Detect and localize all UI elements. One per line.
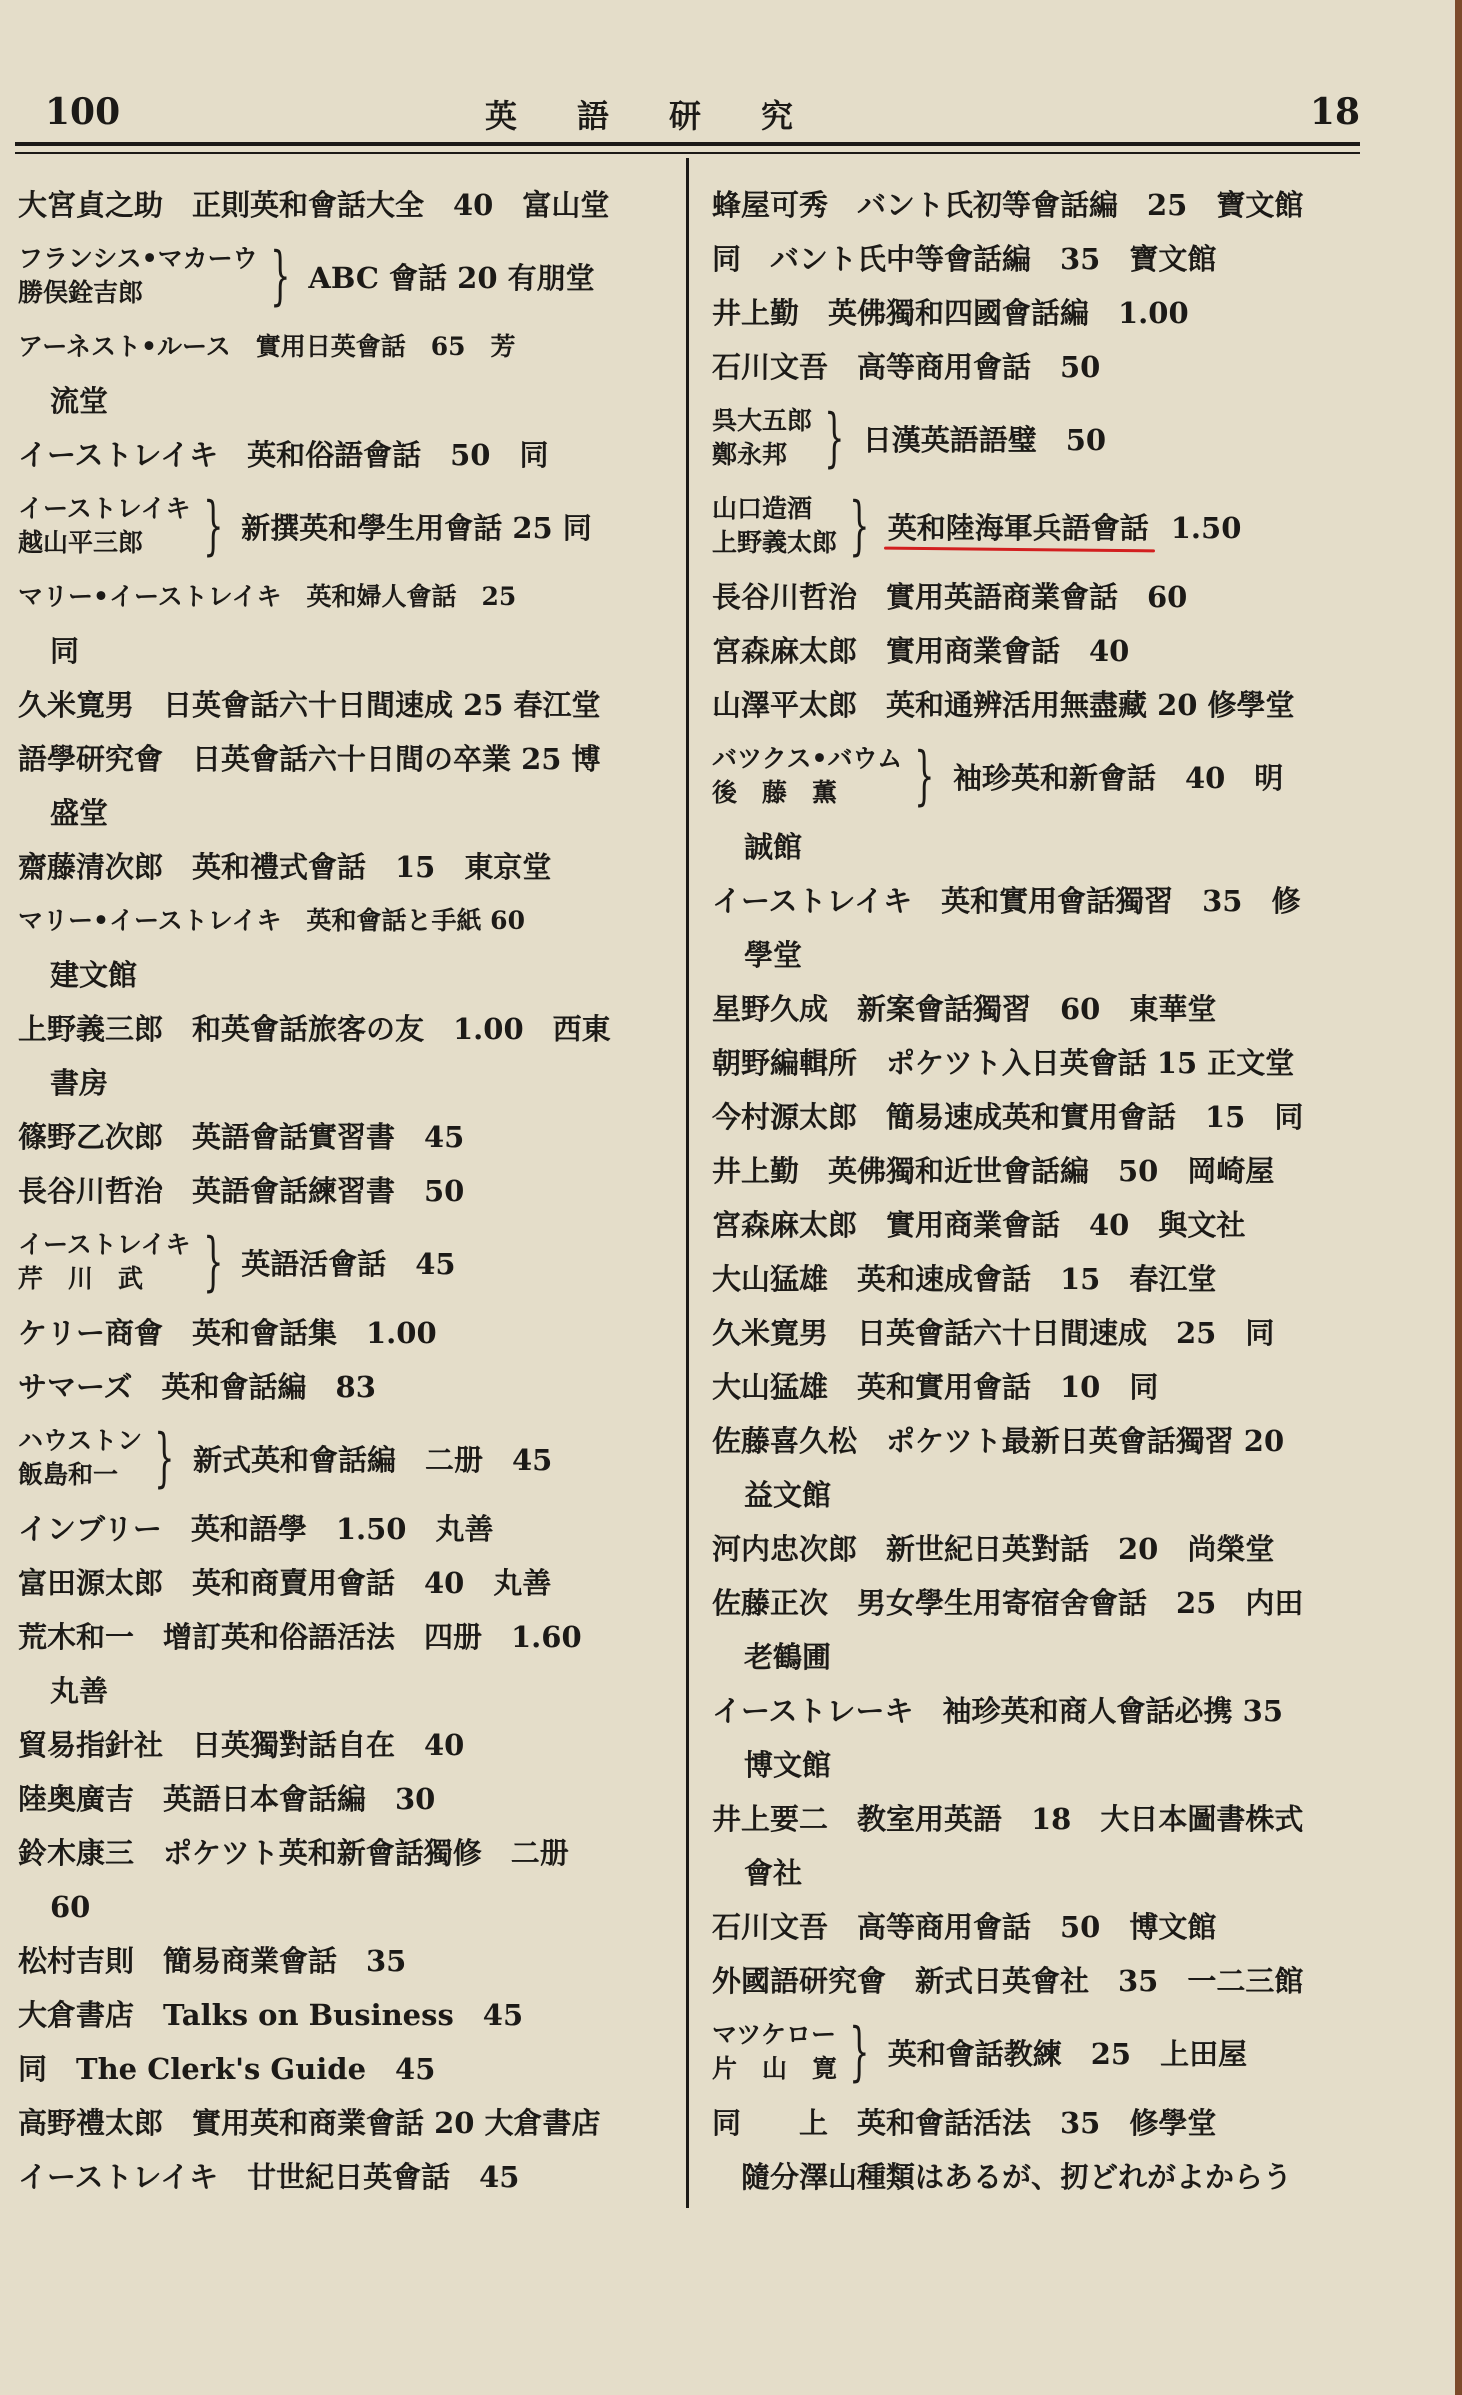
bibliography-entry: ケリー商會 英和會話集 1.00 (18, 1316, 437, 1350)
bibliography-entry: 貿易指針社 日英獨對話自在 40 (18, 1728, 465, 1762)
entry-continuation: 盛堂 (50, 796, 109, 830)
bibliography-entry: マリー•イーストレイキ 英和婦人會話 25 (18, 582, 517, 611)
author-name: 鄭永邦 (712, 440, 788, 469)
bibliography-entry (712, 732, 1362, 820)
bibliography-entry: 佐藤喜久松 ポケツト最新日英會話獨習 20 (712, 1424, 1285, 1458)
book-edge (1455, 0, 1462, 2395)
brace-mark: } (914, 739, 935, 813)
author-group (18, 1424, 142, 1492)
left-column (18, 178, 673, 2204)
bibliography-entry: 宮森麻太郎 實用商業會話 40 與文社 (712, 1208, 1246, 1242)
entry-continuation: 同 (50, 634, 80, 668)
author-group (712, 492, 837, 560)
entry-title-price: 英語活會話 45 (241, 1246, 456, 1281)
right-column (712, 178, 1362, 2204)
bibliography-entry: 井上勤 英佛獨和近世會話編 50 岡崎屋 (712, 1154, 1275, 1188)
entry-title-price: 袖珍英和新會話 40 明 (952, 760, 1284, 795)
author-name: バツクス•バウム (712, 744, 903, 773)
bibliography-entry (18, 1414, 673, 1502)
red-underlined-title: 英和陸海軍兵語會話 (887, 510, 1149, 545)
author-name: 後 藤 薫 (712, 778, 838, 807)
entry-title-price: 新式英和會話編 二册 45 (192, 1442, 553, 1477)
bibliography-entry: 山澤平太郎 英和通辨活用無盡藏 20 修學堂 (712, 688, 1295, 722)
entry-continuation: 誠館 (744, 830, 803, 864)
author-name: 芹 川 武 (18, 1264, 144, 1293)
brace-mark: } (849, 489, 870, 563)
bibliography-entry: 富田源太郎 英和商賣用會話 40 丸善 (18, 1566, 552, 1600)
bibliography-entry: 鈴木康三 ポケツト英和新會話獨修 二册 (18, 1836, 569, 1870)
bibliography-entry: 外國語研究會 新式日英會社 35 一二三館 (712, 1964, 1304, 1998)
bibliography-entry: 同 バント氏中等會話編 35 寶文館 (712, 242, 1217, 276)
entry-continuation: 書房 (50, 1066, 109, 1100)
author-name: 越山平三郎 (18, 528, 144, 557)
entry-continuation: 博文館 (744, 1748, 832, 1782)
entry-continuation: 益文館 (744, 1478, 832, 1512)
author-group (712, 2018, 837, 2086)
bibliography-entry: マリー•イーストレイキ 英和會話と手紙 60 (18, 906, 525, 935)
entry-continuation: 流堂 (50, 384, 109, 418)
author-group (18, 1228, 191, 1296)
bibliography-entry: 久米寛男 日英會話六十日間速成 25 同 (712, 1316, 1275, 1350)
bibliography-entry: 井上勤 英佛獨和四國會話編 1.00 (712, 296, 1189, 330)
entry-continuation: 丸善 (50, 1674, 109, 1708)
entry-continuation: 60 (50, 1890, 91, 1924)
author-name: 飯島和一 (18, 1460, 119, 1489)
entry-title-price: 英和會話教練 25 上田屋 (887, 2036, 1248, 2071)
bibliography-entry: 篠野乙次郎 英語會話實習書 45 (18, 1120, 465, 1154)
bibliography-entry (712, 482, 1362, 570)
bibliography-entry (712, 2008, 1362, 2096)
brace-mark: } (269, 239, 291, 313)
entry-title-price: 新撰英和學生用會話 25 同 (241, 510, 592, 545)
author-name: イーストレイキ (18, 1230, 191, 1259)
bibliography-entry: 石川文吾 高等商用會話 50 (712, 350, 1101, 384)
bibliography-entry: 齋藤清次郎 英和禮式會話 15 東京堂 (18, 850, 552, 884)
brace-mark: } (154, 1421, 175, 1495)
author-group (712, 404, 812, 472)
bibliography-entry: 松村吉則 簡易商業會話 35 (18, 1944, 407, 1978)
author-name: 上野義太郎 (712, 528, 838, 557)
bibliography-entry: 久米寛男 日英會話六十日間速成 25 春江堂 (18, 688, 601, 722)
header-rule-thin (15, 152, 1360, 154)
page-number-left: 100 (45, 91, 121, 133)
bibliography-entry: 大宮貞之助 正則英和會話大全 40 富山堂 (18, 188, 610, 222)
bibliography-entry: 同 上 英和會話活法 35 修學堂 (712, 2106, 1217, 2140)
author-name: 片 山 寛 (712, 2054, 838, 2083)
author-name: 山口造酒 (712, 494, 813, 523)
bibliography-entry: 語學研究會 日英會話六十日間の卒業 25 博 (18, 742, 601, 776)
author-name: イーストレイキ (18, 494, 191, 523)
bibliography-entry: 高野禮太郎 實用英和商業會話 20 大倉書店 (18, 2106, 601, 2140)
journal-title: 英語研究 (485, 97, 854, 135)
author-group (18, 242, 258, 310)
author-name: ハウストン (18, 1426, 143, 1455)
bibliography-entry (18, 482, 673, 570)
entry-continuation: 學堂 (744, 938, 803, 972)
bibliography-entry: イーストレイキ 英和實用會話獨習 35 修 (712, 884, 1301, 918)
running-header (15, 85, 1360, 135)
author-name: フランシス•マカーウ (18, 244, 258, 273)
author-name: 勝俣銓吉郎 (18, 278, 144, 307)
bibliography-entry: 宮森麻太郎 實用商業會話 40 (712, 634, 1130, 668)
author-group (18, 492, 191, 560)
column-divider (686, 158, 689, 2208)
bibliography-entry: サマーズ 英和會話編 83 (18, 1370, 376, 1404)
bibliography-entry: 大山猛雄 英和速成會話 15 春江堂 (712, 1262, 1217, 1296)
bibliography-entry: 大倉書店 Talks on Business 45 (18, 1998, 524, 2032)
bibliography-entry: 上野義三郎 和英會話旅客の友 1.00 西東 (18, 1012, 611, 1046)
brace-mark: } (202, 489, 224, 563)
header-rule-thick (15, 142, 1360, 146)
bibliography-entry (18, 1218, 673, 1306)
author-name: マツケロー (712, 2020, 837, 2049)
bibliography-entry: 朝野編輯所 ポケツト入日英會話 15 正文堂 (712, 1046, 1295, 1080)
bibliography-entry: イーストレイキ 英和俗語會話 50 同 (18, 438, 549, 472)
bibliography-entry: イーストレイキ 廿世紀日英會話 45 (18, 2160, 520, 2194)
bibliography-entry: 荒木和一 增訂英和俗語活法 四册 1.60 (18, 1620, 582, 1654)
bibliography-entry (712, 394, 1362, 482)
bibliography-entry: インブリー 英和語學 1.50 丸善 (18, 1512, 494, 1546)
bibliography-entry: 長谷川哲治 實用英語商業會話 60 (712, 580, 1188, 614)
entry-continuation: 老鶴圃 (744, 1640, 832, 1674)
entry-title-price: ABC 會話 20 有朋堂 (308, 260, 595, 295)
bibliography-entry: アーネスト•ルース 實用日英會話 65 芳 (18, 332, 516, 361)
bibliography-entry: 石川文吾 高等商用會話 50 博文館 (712, 1910, 1217, 1944)
bibliography-entry: 長谷川哲治 英語會話練習書 50 (18, 1174, 465, 1208)
brace-mark: } (824, 401, 845, 475)
entry-price: 1.50 (1170, 510, 1242, 545)
bibliography-entry: 河内忠次郎 新世紀日英對話 20 尚榮堂 (712, 1532, 1275, 1566)
entry-title-price (888, 506, 1242, 547)
brace-mark: } (849, 2015, 870, 2089)
bibliography-entry: 井上要二 教室用英語 18 大日本圖書株式 (712, 1802, 1304, 1836)
bibliography-entry: イーストレーキ 袖珍英和商人會話必携 35 (712, 1694, 1284, 1728)
bibliography-entry: 大山猛雄 英和實用會話 10 同 (712, 1370, 1159, 1404)
page-number-right: 18 (1309, 91, 1360, 133)
bibliography-entry: 星野久成 新案會話獨習 60 東華堂 (712, 992, 1217, 1026)
brace-mark: } (202, 1225, 224, 1299)
bibliography-entry: 蜂屋可秀 バント氏初等會話編 25 寶文館 (712, 188, 1304, 222)
entry-continuation: 會社 (744, 1856, 803, 1890)
entry-continuation: 建文館 (50, 958, 138, 992)
bibliography-entry: 今村源太郎 簡易速成英和實用會話 15 同 (712, 1100, 1304, 1134)
bibliography-entry (18, 232, 673, 320)
bibliography-entry: 佐藤正次 男女學生用寄宿舍會話 25 内田 (712, 1586, 1304, 1620)
author-name: 呉大五郎 (712, 406, 813, 435)
bibliography-entry: 陸奥廣吉 英語日本會話編 30 (18, 1782, 436, 1816)
entry-title-price: 日漢英語語璧 50 (862, 422, 1107, 457)
bibliography-entry: 隨分澤山種類はあるが、扨どれがよからう (712, 2160, 1293, 2194)
author-group (712, 742, 902, 810)
bibliography-entry: 同 The Clerk's Guide 45 (18, 2052, 436, 2086)
